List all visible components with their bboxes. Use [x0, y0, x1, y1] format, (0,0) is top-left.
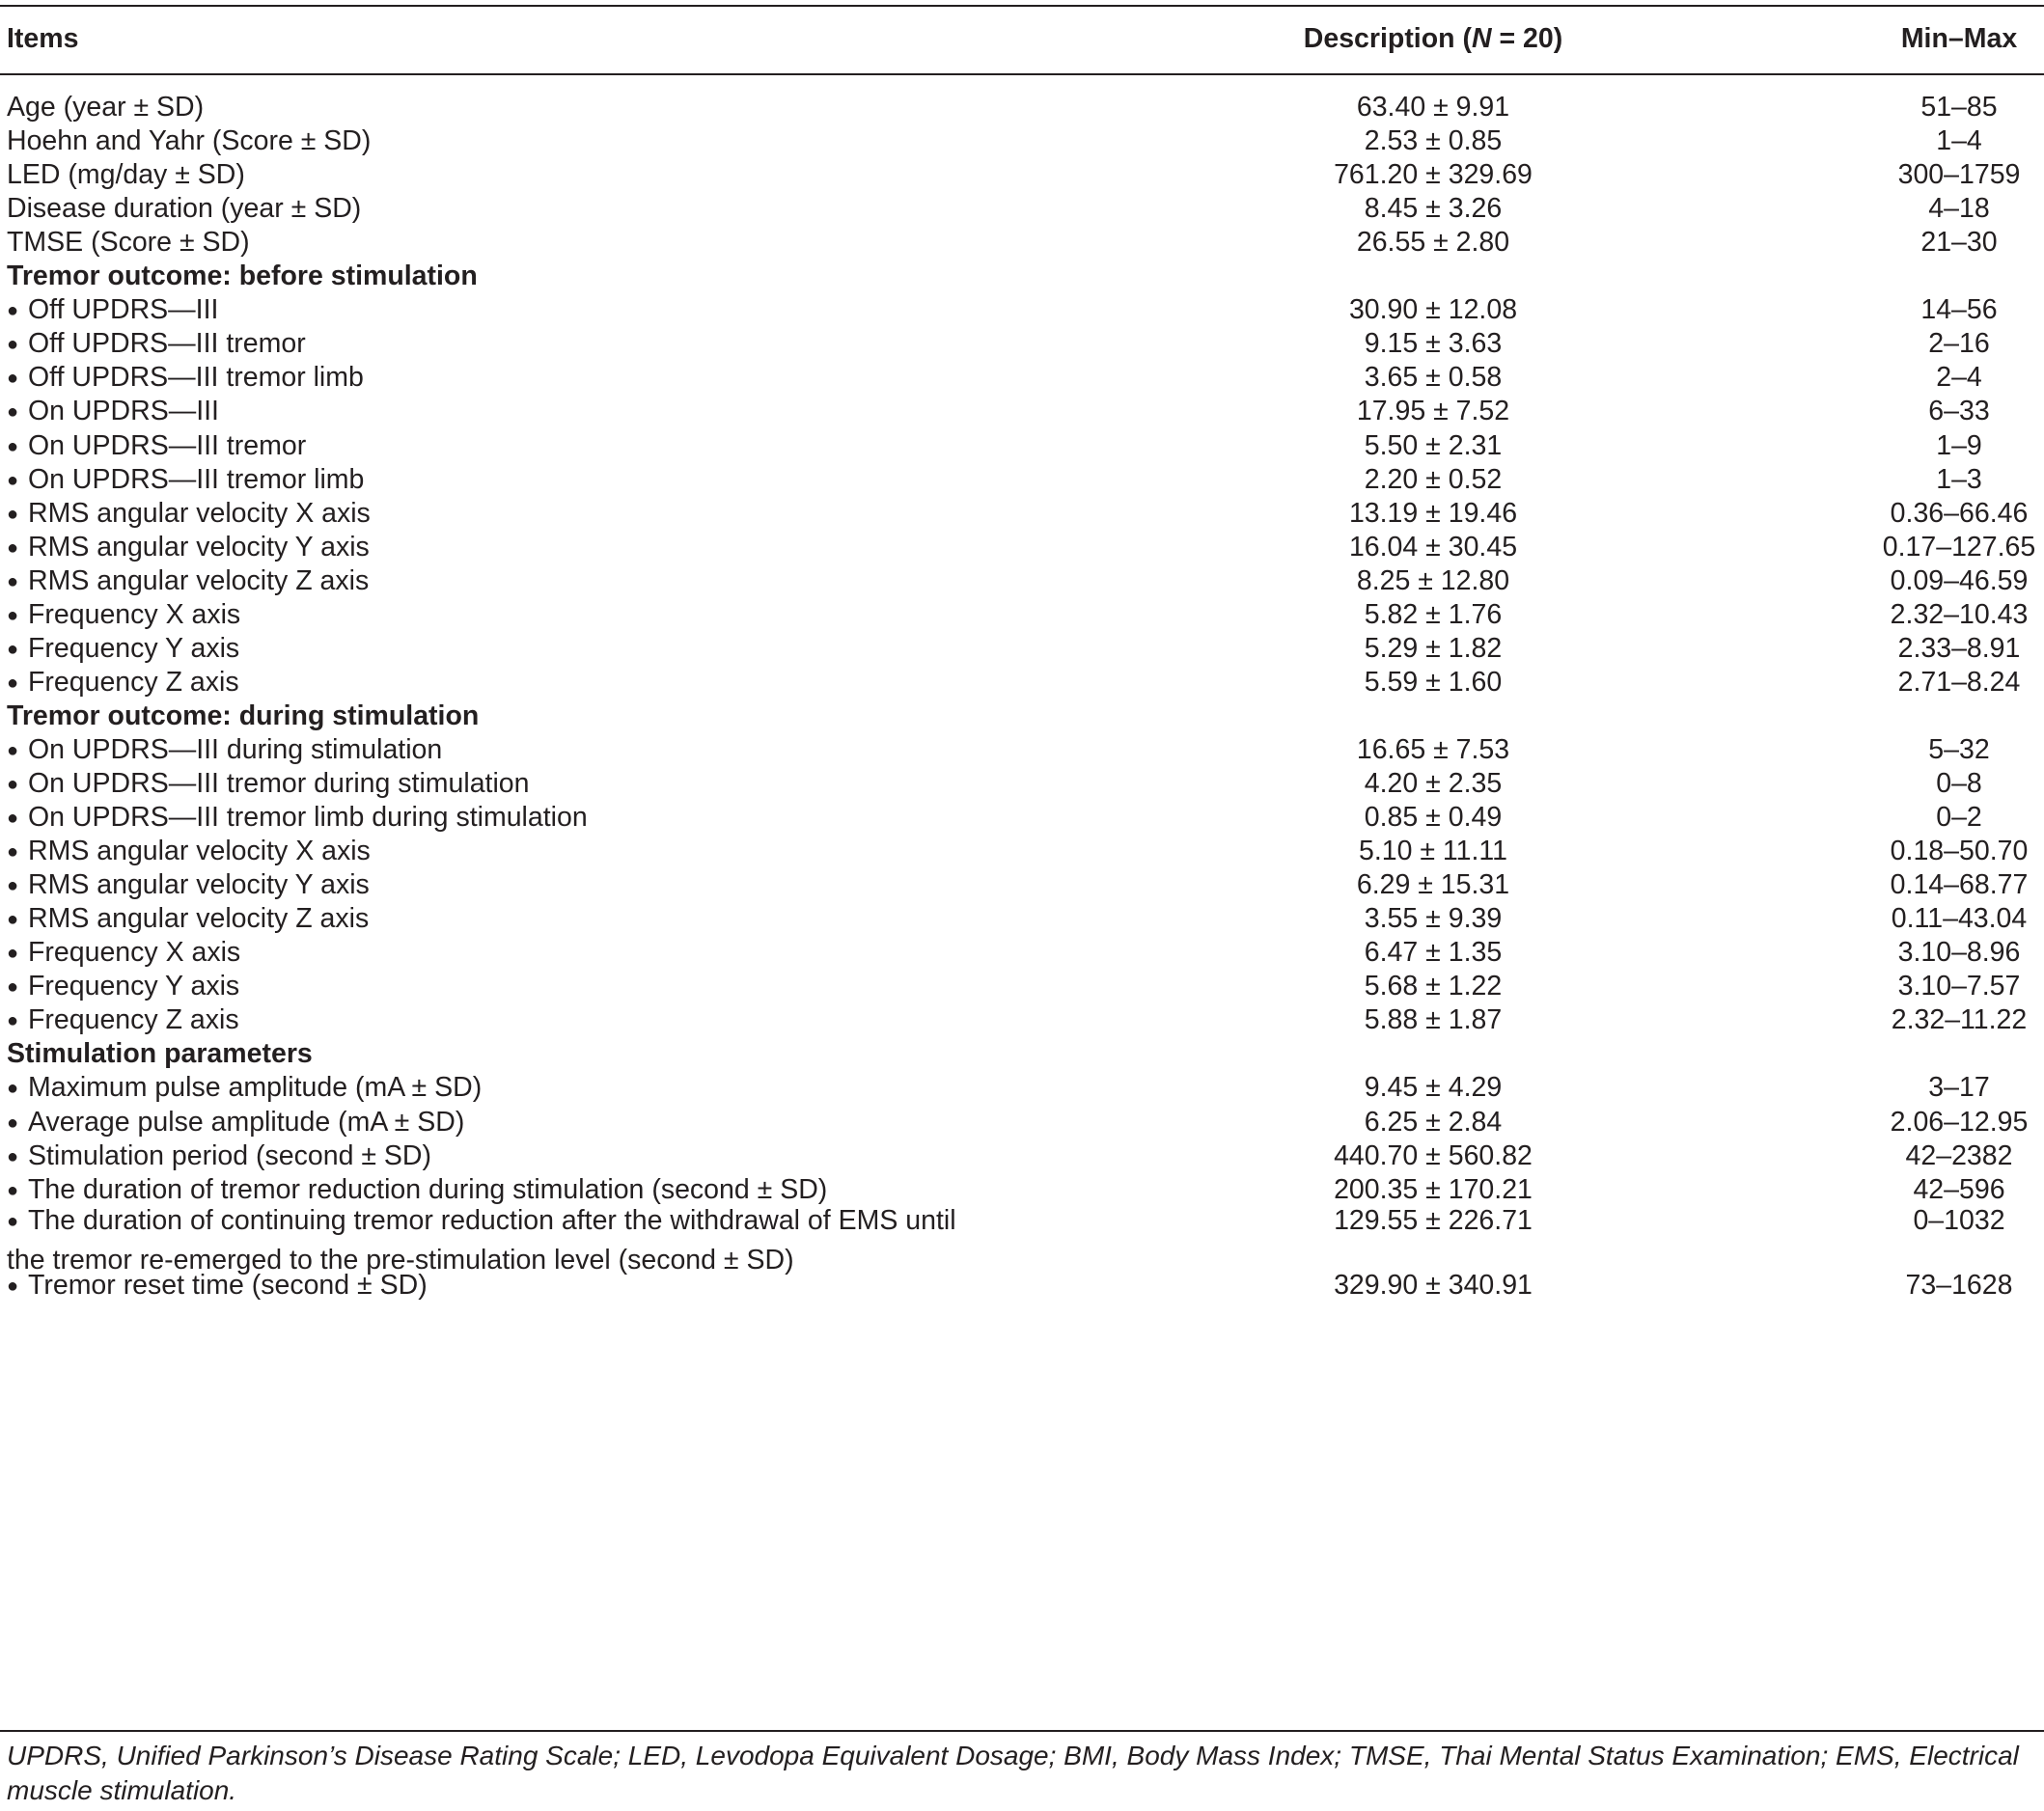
row-item-label-line2: the tremor re-emerged to the pre-stimulation level (second ± SD)	[7, 1244, 794, 1276]
row-min-max: 2.06–12.95	[1890, 1106, 2029, 1138]
bullet-icon: ●	[7, 469, 19, 491]
row-description: 2.53 ± 0.85	[1364, 125, 1503, 157]
row-min-max: 4–18	[1928, 193, 1990, 225]
bullet-icon: ●	[7, 1179, 19, 1201]
row-item-label: On UPDRS—III tremor limb	[28, 463, 365, 495]
row-min-max: 42–2382	[1905, 1139, 2013, 1171]
row-item-label: RMS angular velocity Y axis	[28, 869, 370, 901]
row-item-label: Off UPDRS—III tremor limb	[28, 362, 364, 394]
row-description: 5.29 ± 1.82	[1364, 632, 1503, 664]
row-item-label: Frequency X axis	[28, 937, 241, 969]
row-description: 200.35 ± 170.21	[1334, 1173, 1533, 1205]
row-min-max: 3.10–8.96	[1897, 937, 2021, 969]
row-item-label: Frequency Y axis	[28, 971, 240, 1002]
row-description: 17.95 ± 7.52	[1356, 396, 1510, 427]
row-min-max: 2.33–8.91	[1897, 632, 2021, 664]
row-description: 329.90 ± 340.91	[1334, 1269, 1533, 1301]
row-min-max: 2–16	[1928, 328, 1990, 360]
row-min-max: 300–1759	[1897, 159, 2021, 191]
bullet-icon: ●	[7, 739, 19, 761]
row-item-label: The duration of tremor reduction during stimulation (second ± SD)	[28, 1173, 828, 1205]
row-description: 5.59 ± 1.60	[1364, 666, 1503, 698]
bullet-icon: ●	[7, 672, 19, 694]
row-min-max: 2–4	[1936, 362, 1982, 394]
row-item-label: Frequency X axis	[28, 598, 241, 630]
bullet-icon: ●	[7, 1210, 19, 1232]
row-item-label: RMS angular velocity X axis	[28, 497, 371, 529]
table-footnote: UPDRS, Unified Parkinson’s Disease Rating Scale; LED, Levodopa Equivalent Dosage; BMI, Body Mass Index; TMSE, Thai Mental Status Examination; EMS, Electrical muscle stimulation.	[7, 1741, 2019, 1805]
row-item-label: Age (year ± SD)	[7, 92, 205, 123]
row-description: 3.65 ± 0.58	[1364, 362, 1503, 394]
row-item-label: Maximum pulse amplitude (mA ± SD)	[28, 1072, 483, 1104]
row-min-max: 1–9	[1936, 429, 1982, 461]
bullet-icon: ●	[7, 1078, 19, 1100]
row-item-label: RMS angular velocity Y axis	[28, 531, 370, 563]
bullet-icon: ●	[7, 1275, 19, 1297]
row-item-label: Off UPDRS—III tremor	[28, 328, 306, 360]
bullet-icon: ●	[7, 638, 19, 660]
row-item-label: Disease duration (year ± SD)	[7, 193, 362, 225]
bullet-icon: ●	[7, 774, 19, 795]
row-description: 5.10 ± 11.11	[1358, 836, 1508, 867]
row-item-label: On UPDRS—III tremor	[28, 429, 307, 461]
row-min-max: 0–1032	[1913, 1204, 2005, 1236]
bullet-icon: ●	[7, 368, 19, 390]
row-min-max: 0–2	[1936, 802, 1982, 834]
header-min-max: Min–Max	[1900, 23, 2018, 54]
row-min-max: 0.17–127.65	[1882, 531, 2036, 563]
row-min-max: 42–596	[1913, 1173, 2005, 1205]
row-item-label: The duration of continuing tremor reduction after the withdrawal of EMS until	[28, 1204, 956, 1236]
table-header-row	[0, 16, 2044, 62]
row-item-label: Tremor outcome: during stimulation	[7, 700, 480, 731]
row-min-max: 1–3	[1936, 463, 1982, 495]
header-items: Items	[7, 23, 79, 54]
table-header-rule	[0, 73, 2044, 75]
row-description: 5.50 ± 2.31	[1364, 429, 1503, 461]
table-top-rule	[0, 5, 2044, 7]
row-description: 2.20 ± 0.52	[1364, 463, 1503, 495]
row-description: 440.70 ± 560.82	[1334, 1139, 1533, 1171]
row-description: 5.88 ± 1.87	[1364, 1004, 1503, 1036]
row-item-label: RMS angular velocity X axis	[28, 836, 371, 867]
row-min-max: 2.32–11.22	[1891, 1004, 2028, 1036]
row-description: 26.55 ± 2.80	[1356, 227, 1510, 259]
row-item-label: TMSE (Score ± SD)	[7, 227, 250, 259]
row-item-label: LED (mg/day ± SD)	[7, 159, 245, 191]
bullet-icon: ●	[7, 1145, 19, 1167]
table-row	[0, 1263, 2044, 1308]
row-min-max: 2.71–8.24	[1897, 666, 2021, 698]
bullet-icon: ●	[7, 536, 19, 559]
row-description: 9.45 ± 4.29	[1364, 1072, 1503, 1104]
row-min-max: 0.11–43.04	[1891, 903, 2028, 935]
row-min-max: 0–8	[1936, 768, 1982, 799]
row-description: 3.55 ± 9.39	[1364, 903, 1503, 935]
row-item-label: On UPDRS—III tremor during stimulation	[28, 768, 530, 799]
row-min-max: 3–17	[1928, 1072, 1990, 1104]
row-min-max: 3.10–7.57	[1897, 971, 2021, 1002]
row-description: 16.65 ± 7.53	[1356, 733, 1510, 765]
row-item-label: Frequency Y axis	[28, 632, 240, 664]
bullet-icon: ●	[7, 503, 19, 525]
row-description: 63.40 ± 9.91	[1356, 92, 1510, 123]
bullet-icon: ●	[7, 334, 19, 356]
row-description: 5.68 ± 1.22	[1364, 971, 1503, 1002]
row-description: 16.04 ± 30.45	[1348, 531, 1518, 563]
row-min-max: 51–85	[1920, 92, 1998, 123]
table-bottom-rule	[0, 1730, 2044, 1732]
row-description: 5.82 ± 1.76	[1364, 598, 1503, 630]
row-description: 0.85 ± 0.49	[1364, 802, 1503, 834]
bullet-icon: ●	[7, 300, 19, 322]
bullet-icon: ●	[7, 976, 19, 999]
row-min-max: 5–32	[1928, 733, 1990, 765]
row-item-label: RMS angular velocity Z axis	[28, 903, 370, 935]
row-item-label: RMS angular velocity Z axis	[28, 564, 370, 596]
row-min-max: 0.14–68.77	[1890, 869, 2029, 901]
row-item-label: Frequency Z axis	[28, 666, 239, 698]
row-min-max: 0.18–50.70	[1890, 836, 2029, 867]
row-min-max: 0.36–66.46	[1890, 497, 2029, 529]
row-item-label: Off UPDRS—III	[28, 294, 219, 326]
row-item-label: Tremor outcome: before stimulation	[7, 261, 478, 292]
row-item	[7, 1263, 428, 1309]
bullet-icon: ●	[7, 841, 19, 864]
row-item-label: Stimulation parameters	[7, 1038, 313, 1070]
row-min-max: 73–1628	[1905, 1269, 2013, 1301]
row-min-max: 6–33	[1928, 396, 1990, 427]
row-min-max: 2.32–10.43	[1890, 598, 2029, 630]
row-description: 761.20 ± 329.69	[1334, 159, 1533, 191]
row-item-label: On UPDRS—III during stimulation	[28, 733, 443, 765]
bullet-icon: ●	[7, 570, 19, 592]
row-description: 4.20 ± 2.35	[1364, 768, 1503, 799]
bullet-icon: ●	[7, 1010, 19, 1032]
bullet-icon: ●	[7, 401, 19, 424]
row-item-label: Hoehn and Yahr (Score ± SD)	[7, 125, 372, 157]
row-item-label: Frequency Z axis	[28, 1004, 239, 1036]
row-item-label: On UPDRS—III tremor limb during stimulation	[28, 802, 588, 834]
row-item-label: On UPDRS—III	[28, 396, 219, 427]
header-description: Description (N = 20)	[1303, 23, 1563, 54]
row-description: 8.25 ± 12.80	[1356, 564, 1510, 596]
row-description: 13.19 ± 19.46	[1348, 497, 1518, 529]
row-description: 6.29 ± 15.31	[1356, 869, 1510, 901]
bullet-icon: ●	[7, 943, 19, 965]
bullet-icon: ●	[7, 808, 19, 830]
row-min-max: 1–4	[1936, 125, 1982, 157]
row-description: 129.55 ± 226.71	[1334, 1204, 1533, 1236]
row-min-max: 14–56	[1920, 294, 1998, 326]
bullet-icon: ●	[7, 1111, 19, 1134]
row-description: 6.25 ± 2.84	[1364, 1106, 1503, 1138]
row-item-label: Stimulation period (second ± SD)	[28, 1139, 431, 1171]
bullet-icon: ●	[7, 875, 19, 897]
row-description: 8.45 ± 3.26	[1364, 193, 1503, 225]
row-item-label: Average pulse amplitude (mA ± SD)	[28, 1106, 465, 1138]
bullet-icon: ●	[7, 604, 19, 626]
row-min-max: 21–30	[1920, 227, 1998, 259]
row-description: 9.15 ± 3.63	[1364, 328, 1503, 360]
row-item-label: Tremor reset time (second ± SD)	[28, 1269, 428, 1301]
bullet-icon: ●	[7, 909, 19, 931]
bullet-icon: ●	[7, 435, 19, 457]
row-description: 30.90 ± 12.08	[1348, 294, 1518, 326]
row-min-max: 0.09–46.59	[1890, 564, 2029, 596]
row-description: 6.47 ± 1.35	[1364, 937, 1503, 969]
